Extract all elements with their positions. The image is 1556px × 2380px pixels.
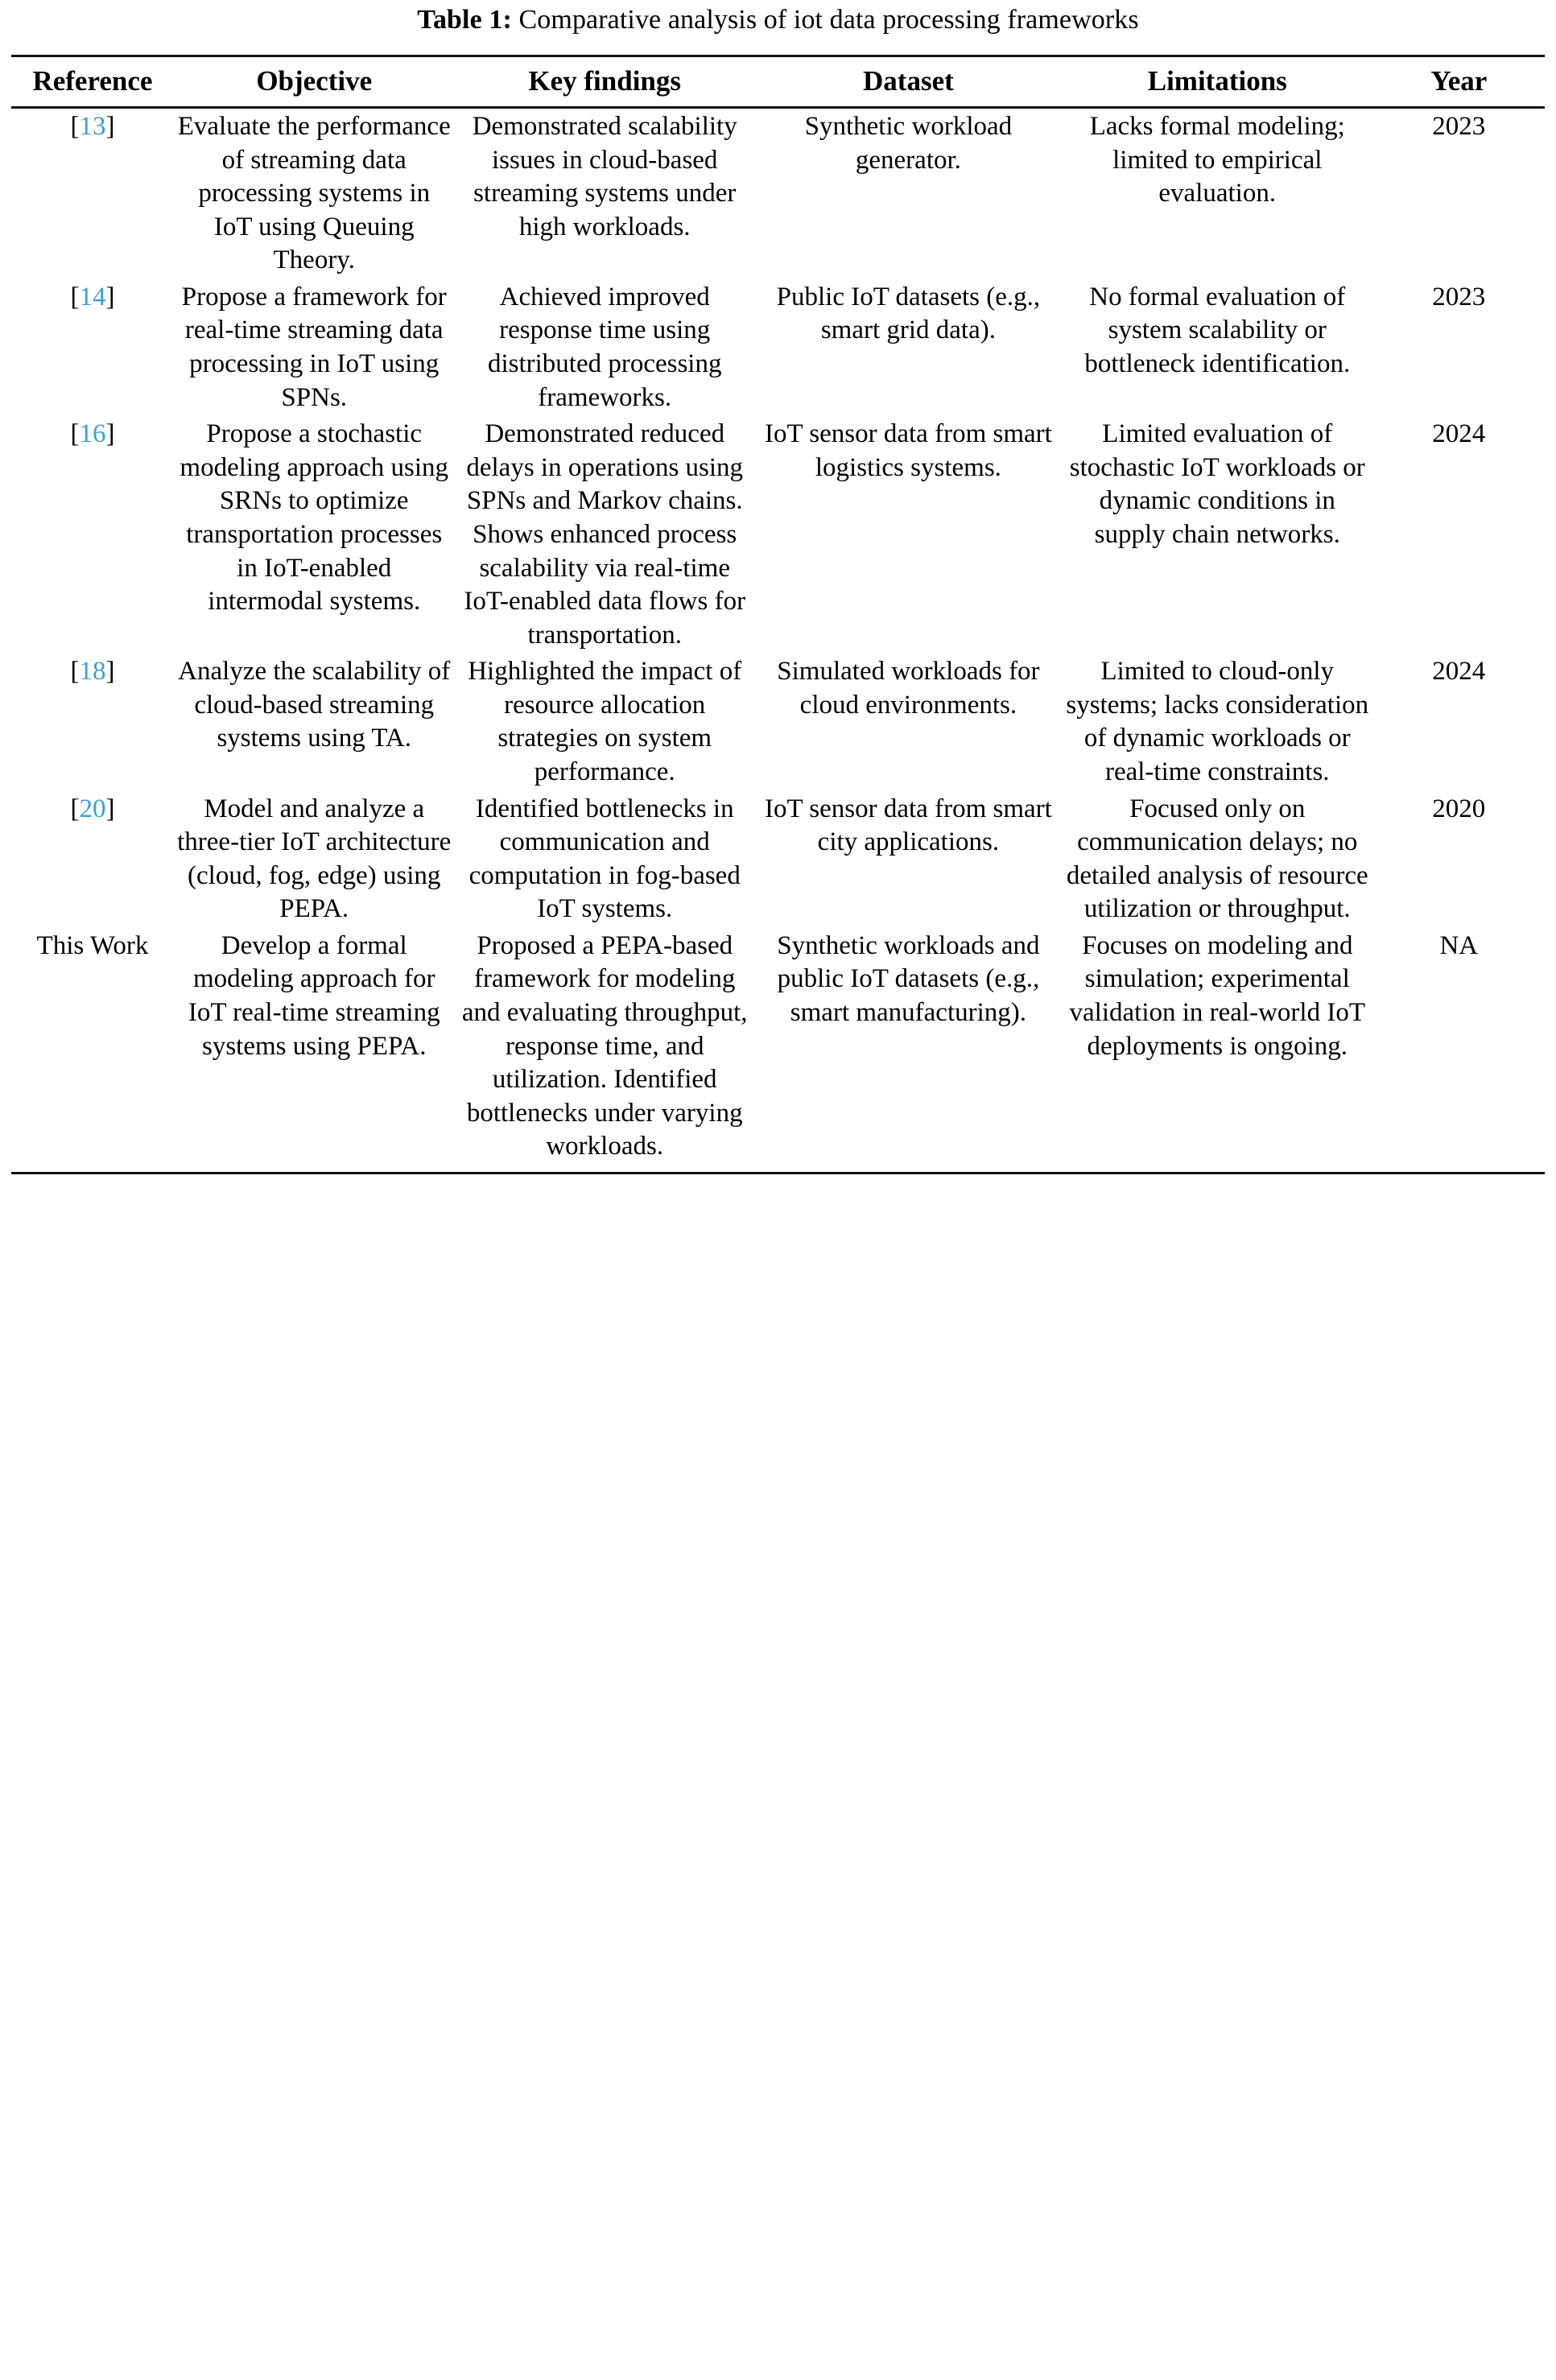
reference-bracket-open: [ bbox=[70, 112, 80, 141]
cell-limitations: Focuses on modeling and simulation; experimental validation in real-world IoT deployments is ongoing. bbox=[1069, 930, 1365, 1061]
table-page bbox=[0, 0, 1556, 1174]
cell-dataset: IoT sensor data from smart city applications. bbox=[765, 794, 1052, 857]
reference-bracket-open: [ bbox=[70, 419, 80, 449]
cell-limitations: Limited evaluation of stochastic IoT workloads or dynamic conditions in supply chain networks. bbox=[1069, 419, 1365, 549]
reference-citation-link[interactable]: 20 bbox=[79, 794, 106, 823]
caption-label: Table 1: bbox=[417, 5, 512, 35]
table-caption bbox=[11, 0, 1545, 55]
reference-citation-link[interactable]: 16 bbox=[79, 419, 106, 449]
reference-citation-link[interactable]: 14 bbox=[79, 282, 106, 311]
table-header-row bbox=[11, 56, 1545, 108]
cell-year: 2020 bbox=[1432, 794, 1486, 823]
reference-citation-link[interactable]: 18 bbox=[79, 657, 106, 687]
cell-year: 2024 bbox=[1432, 419, 1486, 449]
column-header-year: Year bbox=[1430, 65, 1488, 97]
cell-reference bbox=[11, 791, 174, 928]
table-bottom-rule bbox=[11, 1172, 1545, 1174]
cell-key-findings: Identified bottlenecks in communication and computation in fog-based IoT systems. bbox=[468, 794, 741, 924]
cell-limitations: Limited to cloud-only systems; lacks consideration of dynamic workloads or real-time constraints. bbox=[1066, 657, 1369, 786]
caption-text: Comparative analysis of iot data processing frameworks bbox=[511, 5, 1139, 35]
cell-dataset: Public IoT datasets (e.g., smart grid data). bbox=[776, 282, 1041, 345]
table-row bbox=[11, 928, 1545, 1170]
reference-bracket-close: ] bbox=[105, 419, 115, 449]
table-row bbox=[11, 416, 1545, 654]
reference-label: This Work bbox=[36, 930, 149, 960]
cell-limitations: No formal evaluation of system scalability or bottleneck identification. bbox=[1084, 282, 1351, 379]
cell-limitations: Lacks formal modeling; limited to empirical evaluation. bbox=[1089, 112, 1345, 208]
reference-bracket-close: ] bbox=[105, 794, 115, 823]
cell-objective: Propose a framework for real-time streaming data processing in IoT using SPNs. bbox=[181, 282, 447, 412]
column-header-objective: Objective bbox=[256, 65, 373, 97]
table-row bbox=[11, 279, 1545, 416]
cell-reference bbox=[11, 928, 174, 1170]
cell-reference bbox=[11, 654, 174, 790]
cell-objective: Model and analyze a three-tier IoT architecture (cloud, fog, edge) using PEPA. bbox=[177, 794, 452, 924]
table-row bbox=[11, 654, 1545, 790]
table-header bbox=[11, 56, 1545, 108]
cell-year: 2023 bbox=[1432, 282, 1486, 311]
cell-dataset: Synthetic workload generator. bbox=[804, 112, 1013, 175]
column-header-reference: Reference bbox=[32, 65, 153, 97]
cell-reference bbox=[11, 416, 174, 654]
cell-year: 2024 bbox=[1432, 657, 1486, 687]
reference-bracket-close: ] bbox=[105, 112, 115, 141]
reference-bracket-open: [ bbox=[70, 657, 80, 687]
table-body bbox=[11, 108, 1545, 1170]
cell-dataset: Synthetic workloads and public IoT datasets (e.g., smart manufacturing). bbox=[777, 930, 1040, 1028]
cell-year: NA bbox=[1439, 930, 1479, 960]
cell-objective: Evaluate the performance of streaming data processing systems in IoT using Queuing Theory. bbox=[177, 112, 451, 275]
cell-objective: Propose a stochastic modeling approach using SRNs to optimize transportation processes in IoT-enabled intermodal systems. bbox=[180, 419, 449, 617]
column-header-limitations: Limitations bbox=[1147, 65, 1287, 97]
cell-limitations: Focused only on communication delays; no detailed analysis of resource utilization or throughput. bbox=[1066, 794, 1368, 924]
cell-reference bbox=[11, 279, 174, 416]
cell-key-findings: Achieved improved response time using distributed processing frameworks. bbox=[487, 282, 722, 412]
cell-dataset: Simulated workloads for cloud environments. bbox=[777, 657, 1040, 720]
cell-key-findings: Demonstrated reduced delays in operations using SPNs and Markov chains. Shows enhanced process scalability via real-time IoT-enabled data flows for transportation. bbox=[464, 419, 746, 650]
column-header-dataset: Dataset bbox=[863, 65, 954, 97]
cell-key-findings: Demonstrated scalability issues in cloud-based streaming systems under high workloads. bbox=[472, 112, 737, 241]
cell-year: 2023 bbox=[1432, 112, 1486, 141]
reference-bracket-open: [ bbox=[70, 794, 80, 823]
cell-objective: Develop a formal modeling approach for IoT real-time streaming systems using PEPA. bbox=[188, 930, 440, 1061]
reference-bracket-close: ] bbox=[105, 657, 115, 687]
cell-objective: Analyze the scalability of cloud-based streaming systems using TA. bbox=[178, 657, 451, 753]
reference-citation-link[interactable]: 13 bbox=[79, 112, 106, 141]
cell-reference bbox=[11, 108, 174, 279]
cell-key-findings: Proposed a PEPA-based framework for modeling and evaluating throughput, response time, and utilization. Identified bottlenecks under varying workloads. bbox=[461, 930, 748, 1161]
cell-dataset: IoT sensor data from smart logistics systems. bbox=[765, 419, 1052, 482]
reference-bracket-open: [ bbox=[70, 282, 80, 311]
reference-bracket-close: ] bbox=[105, 282, 115, 311]
table-row bbox=[11, 108, 1545, 279]
cell-key-findings: Highlighted the impact of resource allocation strategies on system performance. bbox=[468, 657, 742, 786]
table-row bbox=[11, 791, 1545, 928]
column-header-key-findings: Key findings bbox=[528, 65, 682, 97]
comparative-analysis-table bbox=[11, 55, 1545, 1170]
